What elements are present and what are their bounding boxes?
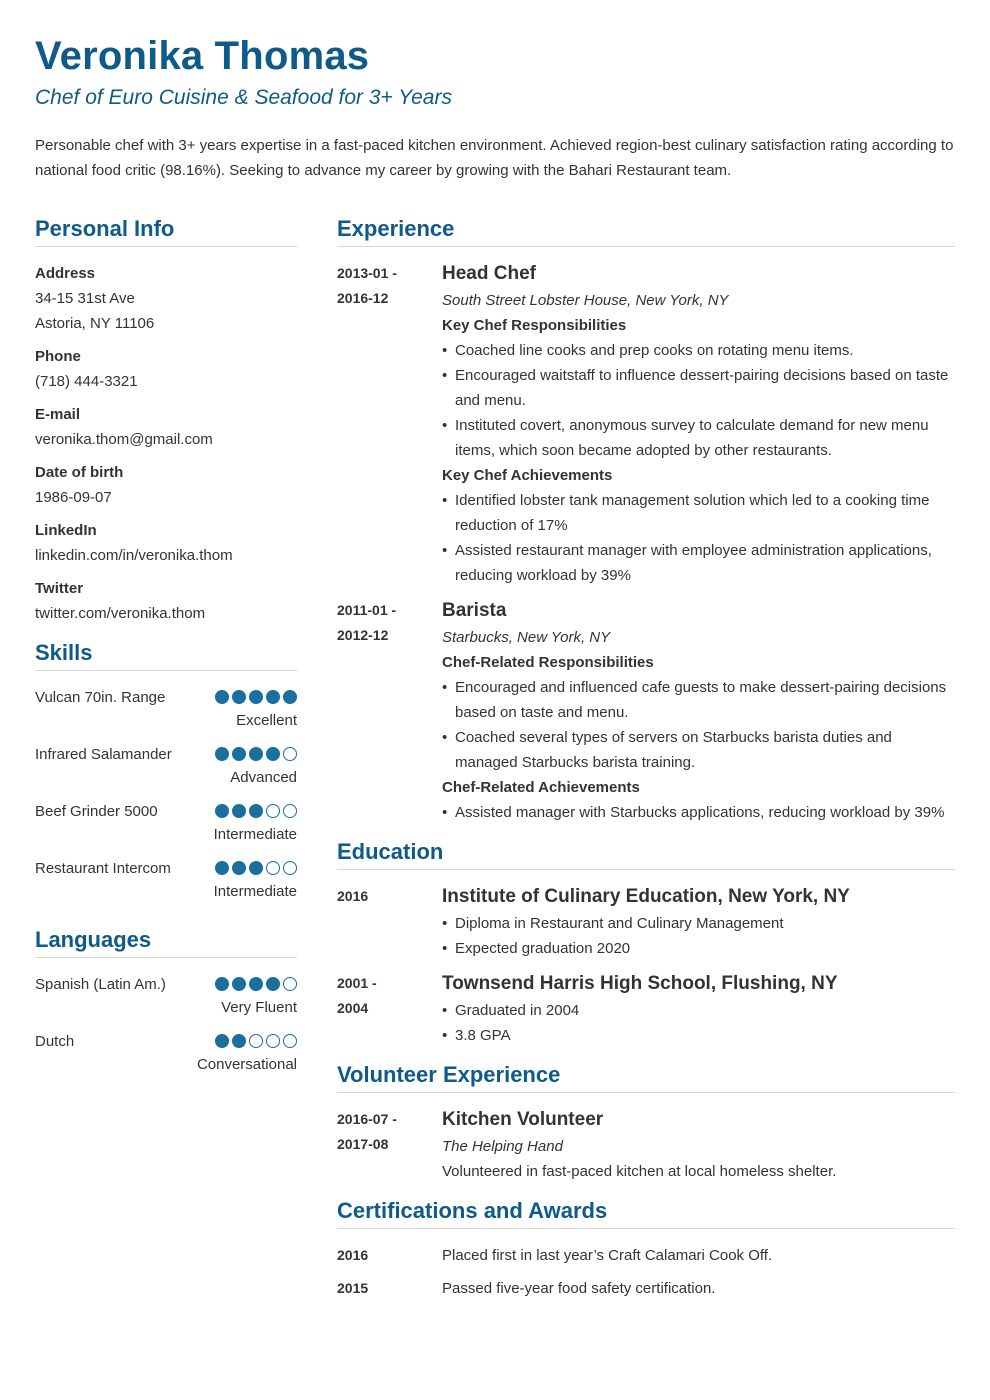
info-label: Address (35, 265, 96, 282)
education-entry (337, 884, 955, 961)
achievements-heading: Chef-Related Achievements (442, 779, 640, 796)
empty-dot-icon (249, 1034, 263, 1048)
date-end: 2004 (337, 1000, 369, 1016)
info-block (35, 460, 297, 510)
experience-entry (337, 261, 955, 588)
filled-dot-icon (266, 747, 280, 761)
skill-row (35, 856, 297, 903)
bullet-list (442, 338, 955, 463)
entry-body (442, 1107, 955, 1184)
bullet-item: • 3.8 GPA (442, 1023, 955, 1048)
volunteer-list (337, 1107, 955, 1184)
section-title-experience: Experience (337, 216, 955, 247)
bullet-item: • Coached several types of servers on Starbucks barista duties and managed Starbucks barista training. (442, 725, 955, 775)
volunteer-org: The Helping Hand (442, 1138, 563, 1155)
rating-top (35, 972, 297, 997)
skill-row (35, 685, 297, 732)
personal-info-list (35, 261, 297, 626)
date-start: 2013-01 - (337, 265, 397, 281)
right-column (337, 216, 955, 1309)
date-start: 2001 - (337, 975, 377, 991)
entry-date (337, 1107, 442, 1184)
filled-dot-icon (215, 1034, 229, 1048)
resume-name: Veronika Thomas (35, 34, 370, 78)
filled-dot-icon (249, 690, 263, 704)
info-label: E-mail (35, 406, 81, 423)
info-block (35, 518, 297, 568)
bullet-item: • Coached line cooks and prep cooks on rotating menu items. (442, 338, 955, 363)
entry-date (337, 884, 442, 961)
rating-top (35, 685, 297, 710)
empty-dot-icon (266, 804, 280, 818)
info-value: (718) 444-3321 (35, 373, 138, 390)
empty-dot-icon (283, 747, 297, 761)
filled-dot-icon (266, 690, 280, 704)
info-value: veronika.thom@gmail.com (35, 431, 213, 448)
rating-name: Vulcan 70in. Range (35, 689, 166, 706)
rating-name: Beef Grinder 5000 (35, 803, 158, 820)
school-name: Institute of Culinary Education, New York, NY (442, 886, 850, 907)
info-label: LinkedIn (35, 522, 97, 539)
job-title: Head Chef (442, 263, 536, 284)
school-name: Townsend Harris High School, Flushing, NY (442, 973, 838, 994)
entry-body (442, 884, 955, 961)
section-title-languages: Languages (35, 927, 297, 958)
section-title-personal-info: Personal Info (35, 216, 297, 247)
rating-top (35, 856, 297, 881)
experience-list (337, 261, 955, 825)
empty-dot-icon (283, 861, 297, 875)
rating-dots (215, 861, 297, 875)
certification-date: 2016 (337, 1247, 369, 1263)
filled-dot-icon (232, 804, 246, 818)
rating-name: Dutch (35, 1033, 75, 1050)
bullet-list (442, 998, 955, 1048)
rating-top (35, 742, 297, 767)
bullet-item: • Instituted covert, anonymous survey to calculate demand for new menu items, which soon became adopted by other restaurants. (442, 413, 955, 463)
certification-entry (337, 1243, 955, 1268)
experience-entry (337, 598, 955, 825)
filled-dot-icon (249, 977, 263, 991)
bullet-item: • Expected graduation 2020 (442, 936, 955, 961)
info-value: 1986-09-07 (35, 489, 112, 506)
bullet-list (442, 675, 955, 775)
info-value: twitter.com/veronika.thom (35, 605, 206, 622)
bullet-item: • Graduated in 2004 (442, 998, 955, 1023)
skills-list (35, 685, 297, 903)
entry-body (442, 261, 955, 588)
filled-dot-icon (249, 804, 263, 818)
certification-date: 2015 (337, 1280, 369, 1296)
empty-dot-icon (283, 804, 297, 818)
certifications-list (337, 1243, 955, 1301)
volunteer-description: Volunteered in fast-paced kitchen at local homeless shelter. (442, 1163, 837, 1180)
skill-row (35, 742, 297, 789)
education-list (337, 884, 955, 1048)
filled-dot-icon (232, 977, 246, 991)
responsibilities-heading: Key Chef Responsibilities (442, 317, 627, 334)
languages-list (35, 972, 297, 1076)
company-name: South Street Lobster House, New York, NY (442, 292, 729, 309)
resume-summary: Personable chef with 3+ years expertise in a fast-paced kitchen environment. Achieved region-best culinary satisfaction rating according to national food critic (98.16%). Seeking to advance my career by growing with the Bahari Restaurant team. (35, 137, 954, 179)
rating-level: Advanced (230, 769, 297, 786)
volunteer-entry (337, 1107, 955, 1184)
bullet-list (442, 800, 955, 825)
certification-text: Passed five-year food safety certification. (442, 1280, 716, 1297)
bullet-item: • Encouraged waitstaff to influence dessert-pairing decisions based on taste and menu. (442, 363, 955, 413)
rating-level: Very Fluent (221, 999, 297, 1016)
job-title: Barista (442, 600, 507, 621)
filled-dot-icon (232, 861, 246, 875)
empty-dot-icon (266, 861, 280, 875)
company-name: Starbucks, New York, NY (442, 629, 611, 646)
filled-dot-icon (232, 747, 246, 761)
rating-level: Excellent (236, 712, 297, 729)
rating-dots (215, 804, 297, 818)
skill-row (35, 799, 297, 846)
date-start: 2016-07 - (337, 1111, 397, 1127)
empty-dot-icon (266, 1034, 280, 1048)
bullet-list (442, 488, 955, 588)
entry-body (442, 971, 955, 1048)
filled-dot-icon (215, 690, 229, 704)
date-end: 2017-08 (337, 1136, 389, 1152)
date-start: 2016 (337, 888, 369, 904)
entry-date (337, 971, 442, 1048)
filled-dot-icon (232, 690, 246, 704)
rating-top (35, 1029, 297, 1054)
info-value: 34-15 31st Ave (35, 290, 135, 307)
certification-text: Placed first in last year’s Craft Calamari Cook Off. (442, 1247, 773, 1264)
rating-dots (215, 747, 297, 761)
info-block (35, 261, 297, 336)
info-block (35, 344, 297, 394)
section-title-education: Education (337, 839, 955, 870)
bullet-list (442, 911, 955, 961)
rating-top (35, 799, 297, 824)
bullet-item: • Assisted restaurant manager with employee administration applications, reducing workload by 39% (442, 538, 955, 588)
achievements-heading: Key Chef Achievements (442, 467, 613, 484)
certification-entry (337, 1276, 955, 1301)
rating-level: Intermediate (213, 883, 297, 900)
resume-headline: Chef of Euro Cuisine & Seafood for 3+ Years (35, 86, 452, 109)
filled-dot-icon (215, 747, 229, 761)
info-block (35, 576, 297, 626)
bullet-item: • Encouraged and influenced cafe guests to make dessert-pairing decisions based on taste and menu. (442, 675, 955, 725)
entry-body (442, 598, 955, 825)
section-title-volunteer: Volunteer Experience (337, 1062, 955, 1093)
rating-dots (215, 977, 297, 991)
education-entry (337, 971, 955, 1048)
filled-dot-icon (266, 977, 280, 991)
rating-dots (215, 690, 297, 704)
rating-name: Restaurant Intercom (35, 860, 171, 877)
info-value: Astoria, NY 11106 (35, 315, 155, 332)
bullet-item: • Diploma in Restaurant and Culinary Management (442, 911, 955, 936)
entry-date (337, 261, 442, 588)
section-title-certifications: Certifications and Awards (337, 1198, 955, 1229)
rating-level: Conversational (196, 1056, 297, 1073)
date-end: 2016-12 (337, 290, 389, 306)
info-label: Twitter (35, 580, 84, 597)
rating-level: Intermediate (213, 826, 297, 843)
info-value: linkedin.com/in/veronika.thom (35, 547, 233, 564)
entry-date (337, 598, 442, 825)
info-block (35, 402, 297, 452)
empty-dot-icon (283, 977, 297, 991)
responsibilities-heading: Chef-Related Responsibilities (442, 654, 654, 671)
date-end: 2012-12 (337, 627, 389, 643)
filled-dot-icon (215, 861, 229, 875)
filled-dot-icon (249, 747, 263, 761)
language-row (35, 972, 297, 1019)
info-label: Date of birth (35, 464, 124, 481)
info-label: Phone (35, 348, 81, 365)
rating-name: Infrared Salamander (35, 746, 172, 763)
bullet-item: • Identified lobster tank management solution which led to a cooking time reduction of 17% (442, 488, 955, 538)
filled-dot-icon (232, 1034, 246, 1048)
date-start: 2011-01 - (337, 602, 397, 618)
filled-dot-icon (215, 804, 229, 818)
section-title-skills: Skills (35, 640, 297, 671)
left-column (35, 216, 297, 1086)
empty-dot-icon (283, 1034, 297, 1048)
filled-dot-icon (249, 861, 263, 875)
filled-dot-icon (283, 690, 297, 704)
language-row (35, 1029, 297, 1076)
volunteer-role: Kitchen Volunteer (442, 1109, 604, 1130)
rating-name: Spanish (Latin Am.) (35, 976, 166, 993)
rating-dots (215, 1034, 297, 1048)
filled-dot-icon (215, 977, 229, 991)
bullet-item: • Assisted manager with Starbucks applications, reducing workload by 39% (442, 800, 955, 825)
